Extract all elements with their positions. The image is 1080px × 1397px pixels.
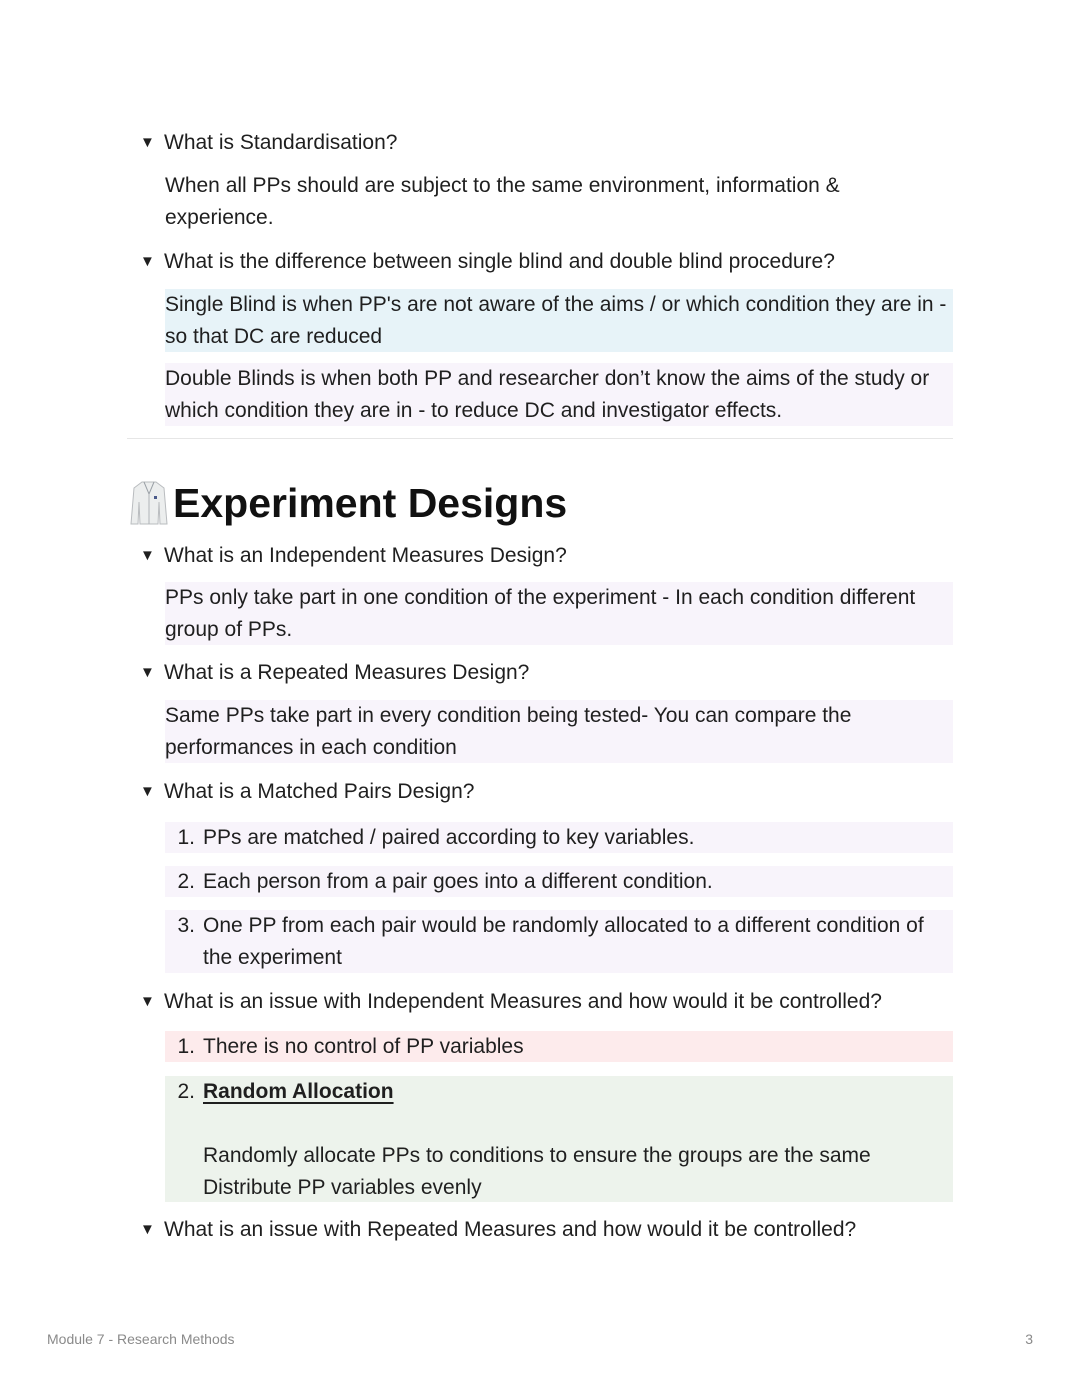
triangle-down-icon[interactable]: ▼ xyxy=(140,134,155,151)
callout-double-blind: Double Blinds is when both PP and researcher don’t know the aims of the study or which condition they are in - to reduce DC and investigator effects. xyxy=(165,363,953,426)
triangle-down-icon[interactable]: ▼ xyxy=(140,993,155,1010)
page-number: 3 xyxy=(1025,1331,1033,1347)
toggle-question: What is a Repeated Measures Design? xyxy=(164,661,530,684)
triangle-down-icon[interactable]: ▼ xyxy=(140,1221,155,1238)
footer-title: Module 7 - Research Methods xyxy=(47,1331,235,1347)
toggle-question: What is an issue with Repeated Measures and how would it be controlled? xyxy=(164,1218,857,1241)
section-heading: Experiment Designs xyxy=(173,480,568,526)
random-allocation-title: Random Allocation xyxy=(203,1080,394,1103)
list-item-line: Distribute PP variables evenly xyxy=(203,1176,482,1199)
triangle-down-icon[interactable]: ▼ xyxy=(140,783,155,800)
toggle-standardisation[interactable] xyxy=(140,127,397,159)
toggle-question: What is the difference between single blind and double blind procedure? xyxy=(164,250,835,273)
toggle-independent-issue[interactable] xyxy=(140,986,882,1018)
toggle-independent-measures[interactable] xyxy=(140,540,567,572)
toggle-blind-procedure[interactable] xyxy=(140,246,835,278)
toggle-repeated-issue[interactable] xyxy=(140,1214,856,1246)
list-item: 1. PPs are matched / paired according to key variables. xyxy=(165,822,953,853)
list-item-line: Randomly allocate PPs to conditions to ensure the groups are the same xyxy=(203,1144,871,1167)
toggle-matched-pairs[interactable] xyxy=(140,776,474,808)
answer-text: When all PPs should are subject to the same environment, information & experience. xyxy=(165,174,840,229)
answer-callout: PPs only take part in one condition of the experiment - In each condition different group of PPs. xyxy=(165,582,953,645)
list-item: 2. Random Allocation Randomly allocate PPs to conditions to ensure the groups are the same Distribute PP variables evenly xyxy=(165,1076,953,1202)
toggle-question: What is a Matched Pairs Design? xyxy=(164,780,475,803)
triangle-down-icon[interactable]: ▼ xyxy=(140,664,155,681)
list-item: 1. There is no control of PP variables xyxy=(165,1031,953,1062)
toggle-repeated-measures[interactable] xyxy=(140,657,529,689)
triangle-down-icon[interactable]: ▼ xyxy=(140,253,155,270)
list-item: 3. One PP from each pair would be randomly allocated to a different condition of the experiment xyxy=(165,910,953,973)
callout-single-blind: Single Blind is when PP's are not aware of the aims / or which condition they are in - so that DC are reduced xyxy=(165,289,953,352)
answer-callout: Same PPs take part in every condition being tested- You can compare the performances in each condition xyxy=(165,700,953,763)
toggle-question: What is an issue with Independent Measures and how would it be controlled? xyxy=(164,990,882,1013)
lab-coat-icon xyxy=(130,480,168,526)
triangle-down-icon[interactable]: ▼ xyxy=(140,547,155,564)
list-item: 2. Each person from a pair goes into a different condition. xyxy=(165,866,953,897)
toggle-question: What is Standardisation? xyxy=(164,131,398,154)
divider xyxy=(127,438,953,439)
toggle-question: What is an Independent Measures Design? xyxy=(164,544,567,567)
